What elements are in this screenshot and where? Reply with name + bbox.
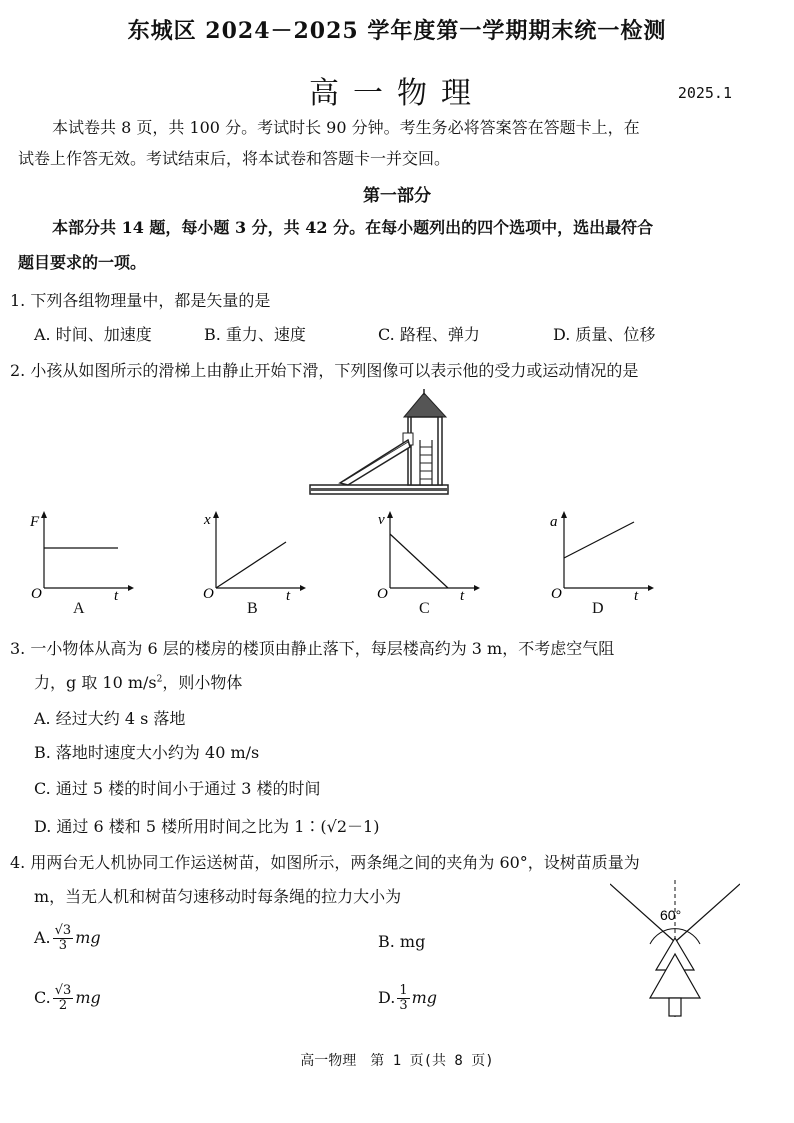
part-description-2: 题目要求的一项。	[18, 253, 147, 272]
tree-trunk	[669, 998, 681, 1016]
q2-stem: 2. 小孩从如图所示的滑梯上由静止开始下滑，下列图像可以表示他的受力或运动情况的是	[10, 361, 639, 380]
graph-a-yaxis: F	[30, 514, 40, 530]
graph-b-xaxis: t	[286, 588, 291, 603]
graph-b	[200, 508, 310, 603]
graph-b-label[interactable]: B	[247, 600, 258, 617]
q3-stem-1: 3. 一小物体从高为 6 层的楼房的楼顶由静止落下，每层楼高约为 3 m，不考虑空气阻	[10, 639, 615, 658]
drone-tree-diagram	[610, 880, 740, 1025]
graph-b-yaxis: x	[204, 512, 211, 528]
graph-d-origin: O	[551, 586, 562, 602]
q3-option-c[interactable]: C. 通过 5 楼的时间小于通过 3 楼的时间	[34, 779, 321, 798]
page-footer: 高一物理 第 1 页(共 8 页)	[300, 1053, 494, 1069]
graph-c-xaxis: t	[460, 588, 465, 603]
q1-option-d[interactable]: D. 质量、位移	[553, 325, 656, 344]
q3-option-d[interactable]: D. 通过 6 楼和 5 楼所用时间之比为 1∶(√2－1)	[34, 817, 380, 836]
graph-c-origin: O	[377, 586, 388, 602]
subject-title: 高一物理	[309, 76, 485, 111]
instructions-line-1: 本试卷共 8 页，共 100 分。考试时长 90 分钟。考生务必将答案答在答题卡上，在	[52, 118, 640, 137]
graph-a-label[interactable]: A	[73, 600, 85, 617]
graph-d-xaxis: t	[634, 588, 639, 603]
slide-illustration	[300, 385, 460, 500]
q4-option-c[interactable]: C. $\frac{√3}{2}$ mg	[34, 983, 101, 1013]
q3-stem-2: 力，g 取 10 $m/s^2$，则小物体	[34, 673, 243, 692]
q1-stem: 1. 下列各组物理量中，都是矢量的是	[10, 291, 271, 310]
q3-option-b[interactable]: B. 落地时速度大小约为 40 m/s	[34, 743, 260, 762]
q1-option-b[interactable]: B. 重力、速度	[204, 325, 306, 344]
graph-b-origin: O	[203, 586, 214, 602]
q1-option-c[interactable]: C. 路程、弹力	[378, 325, 480, 344]
q3-option-a[interactable]: A. 经过大约 4 s 落地	[34, 709, 186, 728]
q4-stem-2: m，当无人机和树苗匀速移动时每条绳的拉力大小为	[34, 887, 402, 906]
graph-a-xaxis: t	[114, 588, 119, 603]
graph-c-label[interactable]: C	[419, 600, 430, 617]
exam-title: 东城区 2024－2025 学年度第一学期期末统一检测	[127, 18, 667, 44]
instructions-line-2: 试卷上作答无效。考试结束后，将本试卷和答题卡一并交回。	[18, 149, 451, 168]
q1-option-a[interactable]: A. 时间、加速度	[34, 325, 152, 344]
graph-c	[374, 508, 484, 603]
angle-label: 60°	[660, 907, 682, 923]
graph-d-yaxis: a	[550, 514, 558, 530]
q4-option-b[interactable]: B. mg	[378, 932, 426, 951]
rope-right	[675, 884, 740, 942]
graph-a-origin: O	[31, 586, 42, 602]
exam-date: 2025.1	[677, 84, 732, 102]
graph-d	[548, 508, 658, 603]
graph-c-line	[390, 534, 448, 588]
graph-d-line	[564, 522, 634, 558]
q4-option-d[interactable]: D. $\frac{1}{3}$ mg	[378, 983, 438, 1013]
graph-d-label[interactable]: D	[592, 600, 604, 617]
graph-a	[28, 508, 138, 603]
q4-stem-1: 4. 用两台无人机协同工作运送树苗，如图所示，两条绳之间的夹角为 60°，设树苗质量为	[10, 853, 640, 872]
graph-b-line	[216, 542, 286, 588]
q4-option-a[interactable]: A. $\frac{√3}{3}$ mg	[34, 923, 101, 953]
part-heading: 第一部分	[363, 186, 431, 206]
part-description-1: 本部分共 14 题，每小题 3 分，共 42 分。在每小题列出的四个选项中，选出最符合	[52, 218, 654, 237]
graph-c-yaxis: v	[378, 512, 385, 528]
